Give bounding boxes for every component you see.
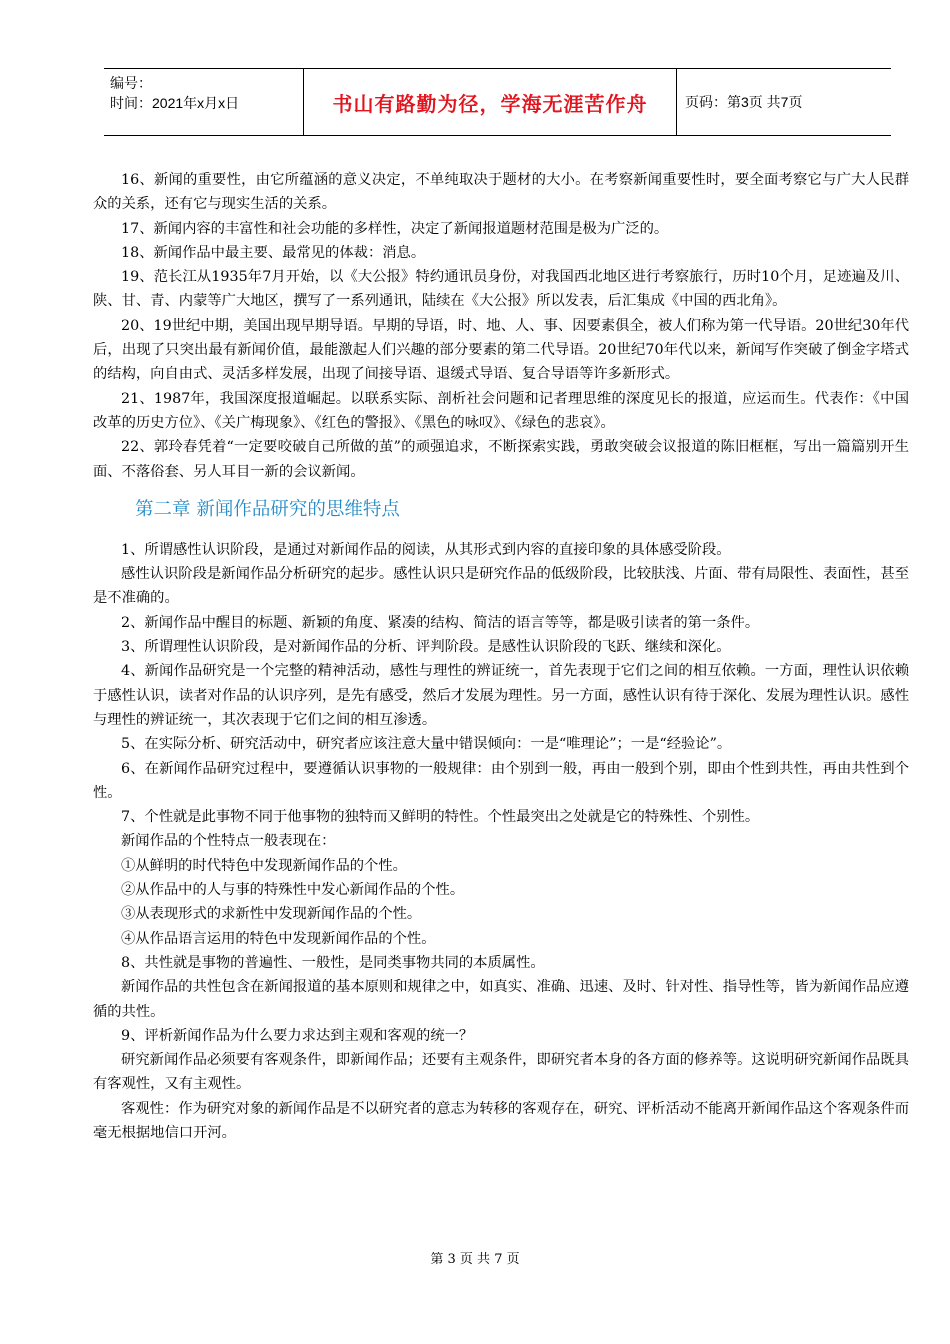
paragraph: 7、个性就是此事物不同于他事物的独特而又鲜明的特性。个性最突出之处就是它的特殊性、个别性。 <box>121 809 760 826</box>
paragraph: 5、在实际分析、研究活动中，研究者应该注意大量中错误倾向：一是“唯理论”；一是“经验论”。 <box>121 736 732 753</box>
header-page-code-cell <box>677 69 891 135</box>
paragraph: 16、新闻的重要性，由它所蕴涵的意义决定，不单纯取决于题材的大小。在考察新闻重要性时，要全面考察它与广大人民群众的关系，还有它与现实生活的关系。 <box>93 172 909 213</box>
page-footer: 第 3 页 共 7 页 <box>430 1252 520 1267</box>
paragraph: 6、在新闻作品研究过程中，要遵循认识事物的一般规律：由个别到一般，再由一般到个别，即由个性到共性，再由共性到个性。 <box>93 760 909 801</box>
document-body <box>93 168 909 1145</box>
header-meta <box>104 69 303 135</box>
paragraph: 22、郭玲春凭着“一定要咬破自己所做的茧”的顽强追求，不断探索实践，勇敢突破会议报道的陈旧框框，写出一篇篇别开生面、不落俗套、另人耳目一新的会议新闻。 <box>93 439 909 480</box>
list-item: ③从表现形式的求新性中发现新闻作品的个性。 <box>121 906 422 923</box>
paragraph: 客观性：作为研究对象的新闻作品是不以研究者的意志为转移的客观存在，研究、评析活动不能离开新闻作品这个客观条件而毫无根据地信口开河。 <box>93 1100 909 1141</box>
paragraph: 21、1987年，我国深度报道崛起。以联系实际、剖析社会问题和记者理思维的深度见长的报道，应运而生。代表作：《中国改革的历史方位》、《关广梅现象》、《红色的警报》、《黑色的咏叹》、《绿色的悲哀》。 <box>93 390 909 431</box>
paragraph: 8、共性就是事物的普遍性、一般性，是同类事物共同的本质属性。 <box>121 954 545 971</box>
paragraph: 19、范长江从1935年7月开始，以《大公报》特约通讯员身份，对我国西北地区进行考察旅行，历时10个月，足迹遍及川、陕、甘、青、内蒙等广大地区，撰写了一系列通讯，陆续在《大公报》所以发表，后汇集成《中国的西北角》。 <box>93 269 909 310</box>
page-header <box>104 68 891 136</box>
paragraph: 18、新闻作品中最主要、最常见的体裁：消息。 <box>121 244 426 261</box>
paragraph: 研究新闻作品必须要有客观条件，即新闻作品；还要有主观条件，即研究者本身的各方面的修养等。这说明研究新闻作品既具有客观性，又有主观性。 <box>93 1052 909 1093</box>
paragraph: 2、新闻作品中醒目的标题、新颖的角度、紧凑的结构、简洁的语言等等，都是吸引读者的第一条件。 <box>121 614 760 631</box>
paragraph: 17、新闻内容的丰富性和社会功能的多样性，决定了新闻报道题材范围是极为广泛的。 <box>121 220 669 237</box>
paragraph: 1、所谓感性认识阶段，是通过对新闻作品的阅读，从其形式到内容的直接印象的具体感受阶段。 <box>121 541 731 558</box>
chapter-heading: 第二章 新闻作品研究的思维特点 <box>135 498 400 520</box>
motto-text: 书山有路勤为径，学海无涯苦作舟 <box>332 91 648 116</box>
date-label: 时间：2021年x月x日 <box>110 95 240 111</box>
paragraph: 20、19世纪中期，美国出现早期导语。早期的导语，时、地、人、事、因要素俱全，被人们称为第一代导语。20世纪30年代后，出现了只突出最有新闻价值，最能激起人们兴趣的部分要素的第二代导语。20世纪70年代以来，新闻写作突破了倒金字塔式的结构，向自由式、灵活多样发展，出现了间接导语、退缓式导语、复合导语等许多新形式。 <box>93 317 909 383</box>
header-motto-cell <box>303 69 677 135</box>
paragraph: 感性认识阶段是新闻作品分析研究的起步。感性认识只是研究作品的低级阶段，比较肤浅、片面、带有局限性、表面性，甚至是不准确的。 <box>93 566 909 607</box>
list-item: ②从作品中的人与事的特殊性中发心新闻作品的个性。 <box>121 882 465 899</box>
paragraph: 9、评析新闻作品为什么要力求达到主观和客观的统一？ <box>121 1027 474 1044</box>
paragraph: 新闻作品的共性包含在新闻报道的基本原则和规律之中，如真实、准确、迅速、及时、针对性、指导性等，皆为新闻作品应遵循的共性。 <box>93 979 909 1020</box>
page-code: 页码：第3页 共7页 <box>685 94 803 110</box>
paragraph: 3、所谓理性认识阶段，是对新闻作品的分析、评判阶段。是感性认识阶段的飞跃、继续和深化。 <box>121 639 731 656</box>
paragraph: 新闻作品的个性特点一般表现在： <box>121 833 336 850</box>
list-item: ④从作品语言运用的特色中发现新闻作品的个性。 <box>121 930 436 947</box>
paragraph: 4、新闻作品研究是一个完整的精神活动，感性与理性的辨证统一，首先表现于它们之间的相互依赖。一方面，理性认识依赖于感性认识，读者对作品的认识序列，是先有感受，然后才发展为理性。另一方面，感性认识有待于深化、发展为理性认识。感性与理性的辨证统一，其次表现于它们之间的相互渗透。 <box>93 663 909 728</box>
number-label: 编号： <box>110 75 152 91</box>
list-item: ①从鲜明的时代特色中发现新闻作品的个性。 <box>121 857 407 874</box>
